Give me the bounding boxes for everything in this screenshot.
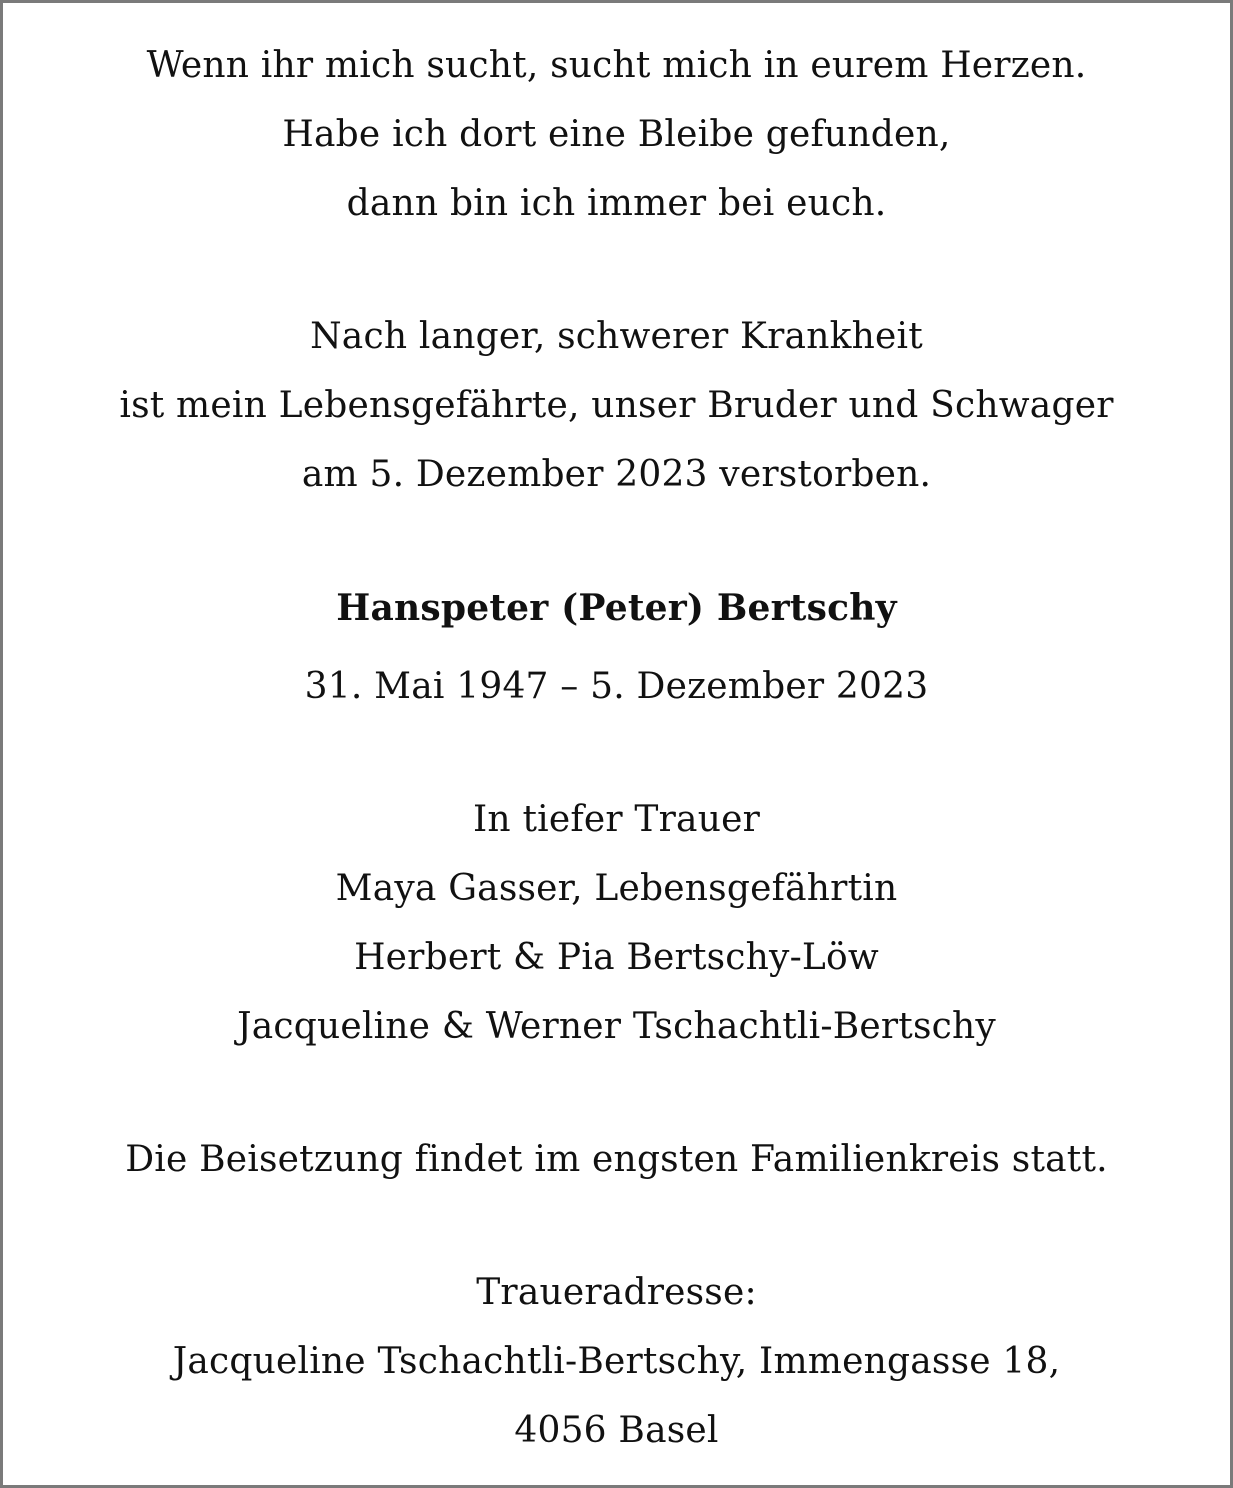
deceased-name: Hanspeter (Peter) Bertschy [336,587,897,629]
poem-line-3: dann bin ich immer bei euch. [346,183,887,224]
announcement-line-1: Nach langer, schwerer Krankheit [310,316,923,357]
mourner-line-2: Herbert & Pia Bertschy-Löw [354,937,879,978]
announcement-line-2: ist mein Lebensgefährte, unser Bruder und Schwager [119,385,1114,426]
address-line-2: 4056 Basel [514,1410,719,1451]
poem-line-1: Wenn ihr mich sucht, sucht mich in eurem Herzen. [146,45,1087,86]
funeral-notice: Die Beisetzung findet im engsten Familienkreis statt. [125,1139,1108,1180]
mourner-line-3: Jacqueline & Werner Tschachtli-Bertschy [237,1006,996,1047]
announcement-line-3: am 5. Dezember 2023 verstorben. [301,454,932,495]
mourner-line-1: Maya Gasser, Lebensgefährtin [335,868,898,909]
deceased-dates: 31. Mai 1947 – 5. Dezember 2023 [304,666,929,707]
address-heading: Traueradresse: [476,1272,757,1313]
poem-line-2: Habe ich dort eine Bleibe gefunden, [282,114,951,155]
address-line-1: Jacqueline Tschachtli-Bertschy, Immengasse 18, [172,1341,1061,1382]
mourners-heading: In tiefer Trauer [473,799,760,840]
